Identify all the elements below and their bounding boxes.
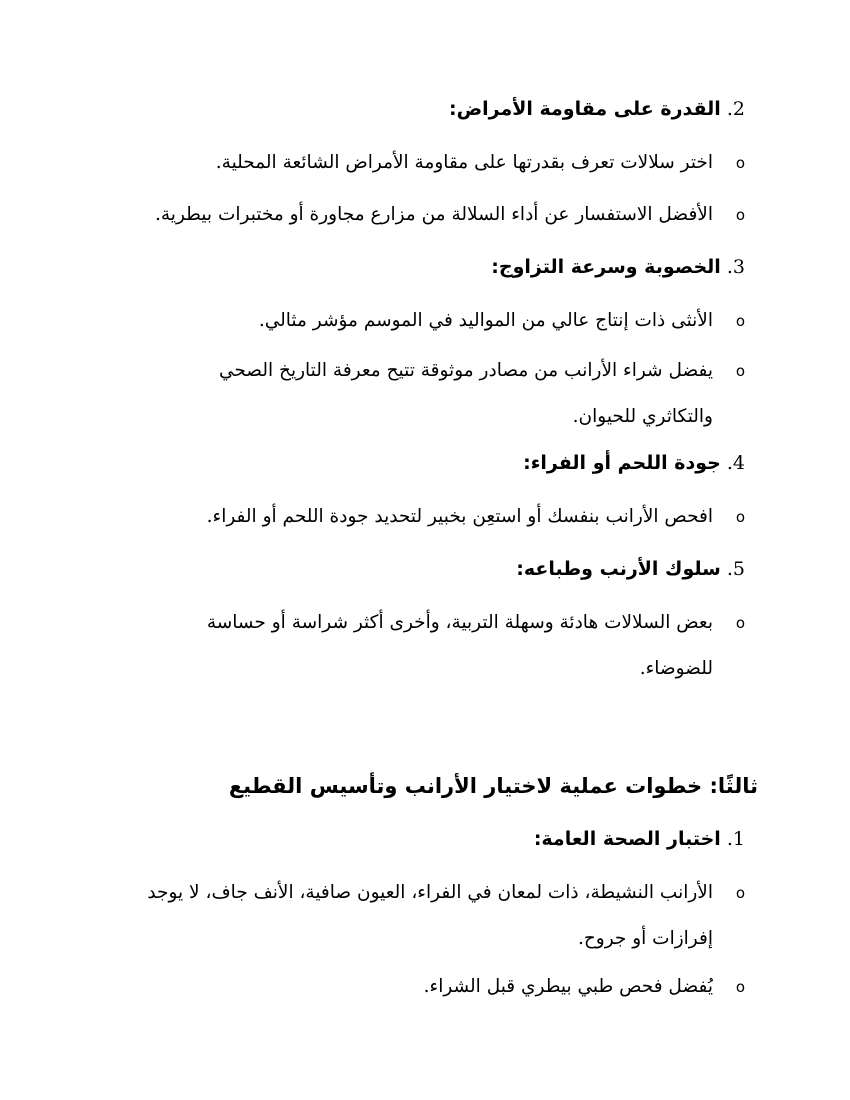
section-number: 5. xyxy=(726,558,745,580)
list-item-text: يُفضل فحص طبي بيطري قبل الشراء. xyxy=(423,976,713,997)
step-heading-1 xyxy=(534,826,745,852)
list-item xyxy=(165,348,745,440)
list-item-text: الأرانب النشيطة، ذات لمعان في الفراء، العيون صافية، الأنف جاف، لا يوجد إفرازات أو جروح. xyxy=(147,882,713,949)
section-heading-5 xyxy=(516,556,745,582)
list-item xyxy=(95,964,745,1010)
list-item-text: يفضل شراء الأرانب من مصادر موثوقة تتيح معرفة التاريخ الصحي والتكاثري للحيوان. xyxy=(218,360,713,427)
list-item-text: الأفضل الاستفسار عن أداء السلالة من مزارع مجاورة أو مختبرات بيطرية. xyxy=(155,204,713,225)
list-item xyxy=(95,192,745,238)
section-heading-text: جودة اللحم أو الفراء: xyxy=(523,452,721,474)
list-item-text: افحص الأرانب بنفسك أو استعِن بخبير لتحديد جودة اللحم أو الفراء. xyxy=(206,506,713,527)
bullet-marker: o xyxy=(735,508,745,526)
list-item xyxy=(95,298,745,344)
bullet-marker: o xyxy=(735,884,745,902)
bullet-marker: o xyxy=(735,978,745,996)
section-heading-text: سلوك الأرنب وطباعه: xyxy=(516,558,721,580)
list-item xyxy=(165,600,745,692)
section-heading-3 xyxy=(491,254,745,280)
list-item xyxy=(95,870,745,962)
list-item-text: بعض السلالات هادئة وسهلة التربية، وأخرى أكثر شراسة أو حساسة للضوضاء. xyxy=(206,612,713,679)
list-item-text: الأنثى ذات إنتاج عالي من المواليد في الموسم مؤشر مثالي. xyxy=(258,310,713,331)
bullet-marker: o xyxy=(735,154,745,172)
bullet-marker: o xyxy=(735,206,745,224)
step-heading-text: اختبار الصحة العامة: xyxy=(533,828,721,850)
bullet-marker: o xyxy=(735,362,745,380)
section-heading-2 xyxy=(449,96,745,122)
section-number: 4. xyxy=(726,452,745,474)
section-heading-text: الخصوبة وسرعة التزاوج: xyxy=(491,256,721,278)
list-item xyxy=(95,494,745,540)
list-item xyxy=(95,140,745,186)
step-number: 1. xyxy=(726,828,745,850)
part-title: ثالثًا: خطوات عملية لاختيار الأرانب وتأسيس القطيع xyxy=(228,774,758,798)
bullet-marker: o xyxy=(735,614,745,632)
section-heading-text: القدرة على مقاومة الأمراض: xyxy=(448,98,721,120)
section-number: 2. xyxy=(726,98,745,120)
section-number: 3. xyxy=(726,256,745,278)
bullet-marker: o xyxy=(735,312,745,330)
section-heading-4 xyxy=(523,450,745,476)
list-item-text: اختر سلالات تعرف بقدرتها على مقاومة الأمراض الشائعة المحلية. xyxy=(215,152,713,173)
